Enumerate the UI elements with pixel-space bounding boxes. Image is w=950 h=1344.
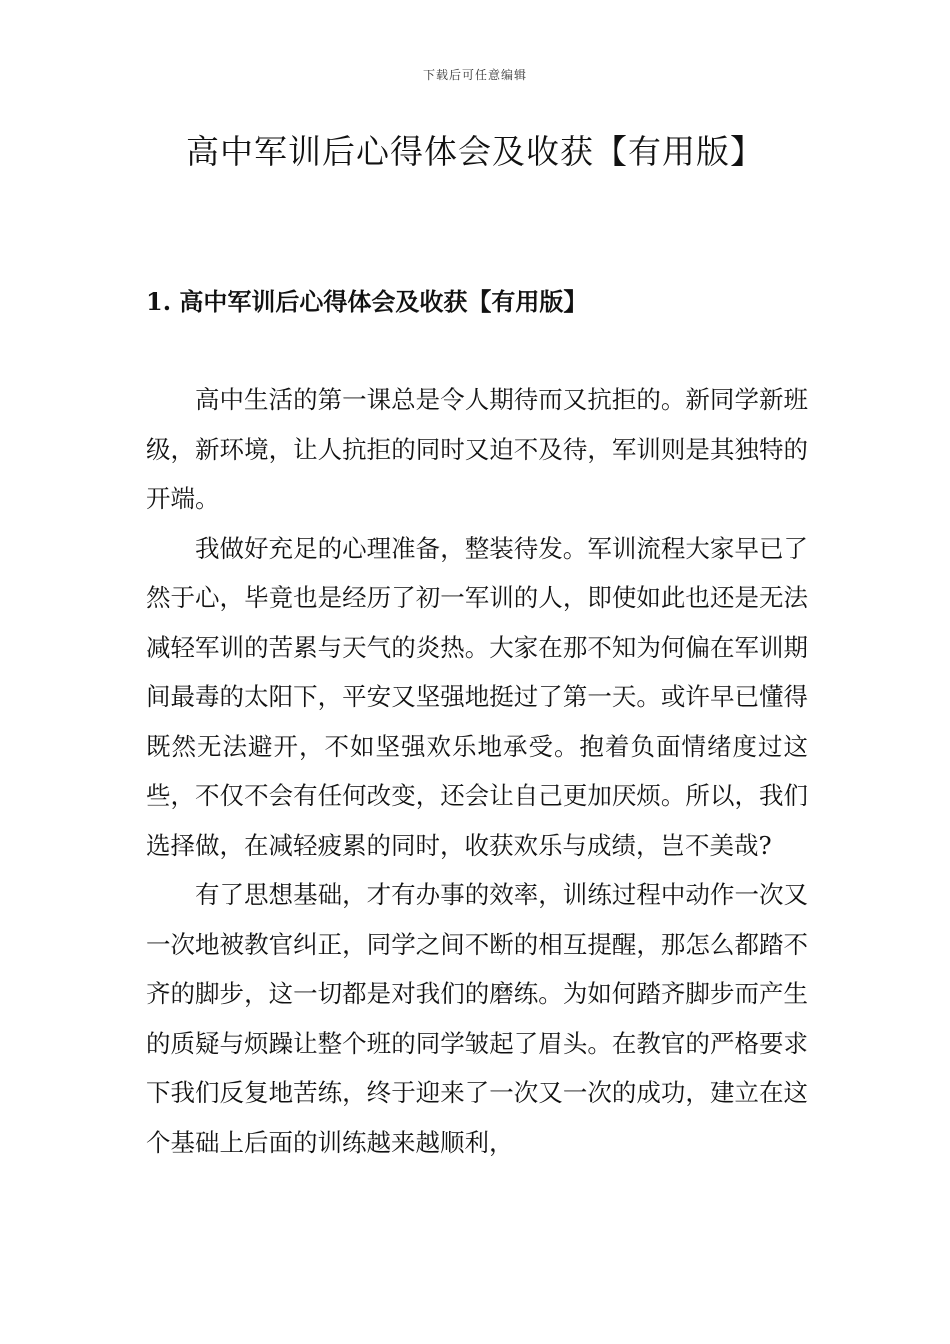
paragraph-2: 我做好充足的心理准备，整装待发。军训流程大家早已了然于心，毕竟也是经历了初一军训的人，即使如此也还是无法减轻军训的苦累与天气的炎热。大家在那不知为何偏在军训期间最毒的太阳下，平安又坚强地挺过了第一天。或许早已懂得既然无法避开，不如坚强欢乐地承受。抱着负面情绪度过这些，不仅不会有任何改变，还会让自己更加厌烦。所以，我们选择做，在减轻疲累的同时，收获欢乐与成绩，岂不美哉? <box>146 533 808 860</box>
paragraph-1: 高中生活的第一课总是令人期待而又抗拒的。新同学新班级，新环境，让人抗拒的同时又迫不及待，军训则是其独特的开端。 <box>146 385 808 513</box>
header-note: 下载后可任意编辑 <box>422 68 527 82</box>
section-heading: 1. 高中军训后心得体会及收获【有用版】 <box>146 287 588 316</box>
document-title: 高中军训后心得体会及收获【有用版】 <box>186 132 764 171</box>
paragraph-3: 有了思想基础，才有办事的效率，训练过程中动作一次又一次地被教官纠正，同学之间不断的相互提醒，那怎么都踏不齐的脚步，这一切都是对我们的磨练。为如何踏齐脚步而产生的质疑与烦躁让整个班的同学皱起了眉头。在教官的严格要求下我们反复地苦练，终于迎来了一次又一次的成功，建立在这个基础上后面的训练越来越顺利， <box>146 880 808 1157</box>
document-body <box>146 375 808 1167</box>
